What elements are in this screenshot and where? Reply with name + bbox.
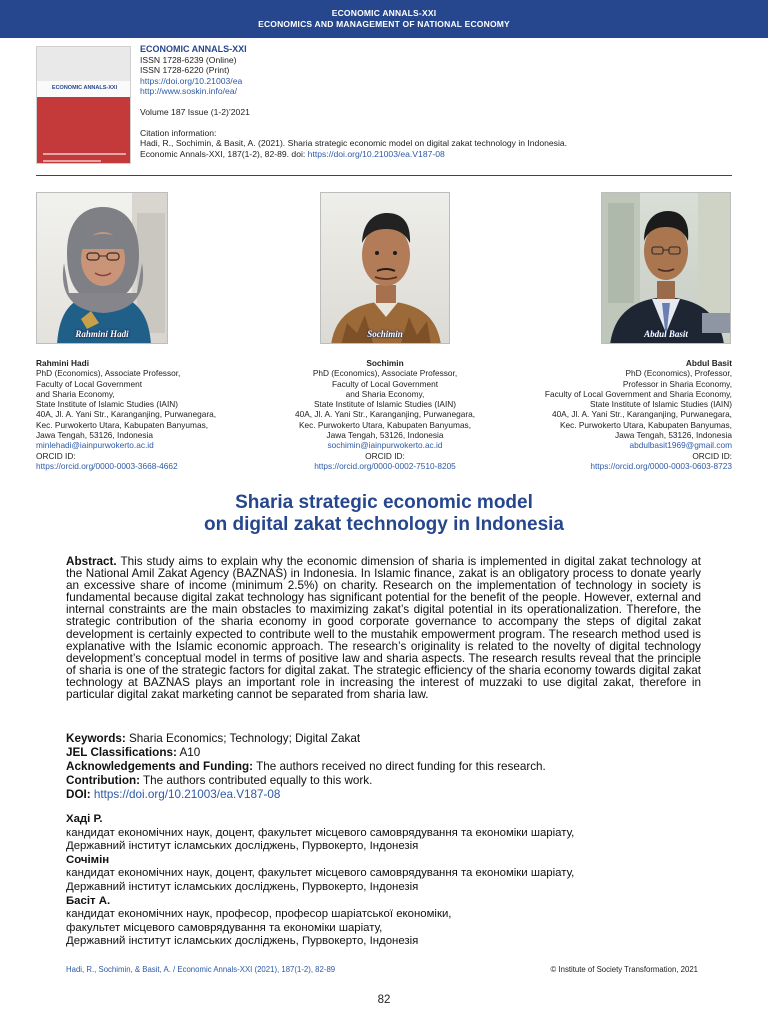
- citation-label: Citation information:: [140, 127, 217, 138]
- journal-cover-image: [36, 46, 131, 164]
- author-degree: PhD (Economics), Associate Professor,: [36, 368, 181, 379]
- author-orcid-link[interactable]: https://orcid.org/0000-0002-7510-8205: [314, 460, 456, 471]
- funding-row: Acknowledgements and Funding: The authors received no direct funding for this research.: [66, 760, 546, 774]
- author-address: 40A, Jl. A. Yani Str., Karanganjing, Purwanegara,: [36, 409, 217, 420]
- author-affiliation: State Institute of Islamic Studies (IAIN): [36, 399, 179, 410]
- journal-metadata: [140, 44, 730, 159]
- author-photo-sochimin: [320, 192, 450, 344]
- abstract: [66, 556, 701, 701]
- author-address: 40A, Jl. A. Yani Str., Karanganjing, Purwanegara,: [294, 409, 476, 420]
- ukr-author-line: Державний інститут ісламських досліджень, Пурвокерто, Індонезія: [66, 880, 419, 893]
- author-affiliation: Professor in Sharia Economy,: [622, 378, 732, 389]
- article-title: [36, 492, 732, 536]
- article-header: [36, 44, 732, 176]
- author-affiliation: and Sharia Economy,: [36, 388, 115, 399]
- ukr-author-line: кандидат економічних наук, доцент, факультет місцевого самоврядування та економіки шаріату,: [66, 867, 575, 880]
- ukr-author-line: факультет місцевого самоврядування та економіки шаріату,: [66, 921, 383, 934]
- author-affiliation: State Institute of Islamic Studies (IAIN): [589, 399, 732, 410]
- author-name: Sochimin: [366, 358, 404, 368]
- author-info-abdul-basit: [482, 358, 732, 471]
- title-line-2: on digital zakat technology in Indonesia: [204, 514, 564, 535]
- citation-doi-link[interactable]: https://doi.org/10.21003/ea.V187-08: [307, 148, 445, 159]
- doi-row: DOI: https://doi.org/10.21003/ea.V187-08: [66, 788, 281, 802]
- photo-caption-rahmini-hadi: Rahmini Hadi: [75, 329, 129, 339]
- journal-banner: [0, 0, 768, 38]
- article-keywords-block: [66, 732, 701, 802]
- contribution-row: Contribution: The authors contributed equally to this work.: [66, 774, 373, 788]
- author-address: Kec. Purwokerto Utara, Kabupaten Banyumas,: [559, 419, 732, 430]
- journal-site-link[interactable]: http://www.soskin.info/ea/: [140, 86, 237, 97]
- article-doi-link[interactable]: https://doi.org/10.21003/ea.V187-08: [93, 788, 281, 802]
- ukr-author-line: кандидат економічних наук, професор, професор шаріатської економіки,: [66, 908, 452, 921]
- orcid-label: ORCID ID:: [692, 450, 732, 461]
- citation-line-1: Hadi, R., Sochimin, & Basit, A. (2021). Sharia strategic economic model on digital zakat technology in Indonesia.: [140, 138, 568, 149]
- photo-caption-sochimin: Sochimin: [367, 329, 403, 339]
- page-number: 82: [377, 994, 391, 1006]
- author-address: Kec. Purwokerto Utara, Kabupaten Banyumas,: [298, 419, 472, 430]
- ukr-author-line: кандидат економічних наук, доцент, факультет місцевого самоврядування та економіки шаріату,: [66, 826, 575, 839]
- author-name: Abdul Basit: [685, 358, 732, 368]
- author-address: Jawa Tengah, 53126, Indonesia: [36, 430, 154, 441]
- photo-caption-abdul-basit: Abdul Basit: [644, 329, 688, 339]
- author-affiliation: State Institute of Islamic Studies (IAIN): [313, 399, 457, 410]
- author-degree: PhD (Economics), Professor,: [625, 368, 732, 379]
- author-address: Jawa Tengah, 53126, Indonesia: [326, 430, 444, 441]
- title-line-1: Sharia strategic economic model: [235, 492, 533, 513]
- ukr-author-name: Басіт А.: [66, 894, 111, 907]
- page-footer: [66, 965, 698, 974]
- author-name: Rahmini Hadi: [36, 358, 90, 368]
- ukr-author-line: Державний інститут ісламських досліджень, Пурвокерто, Індонезія: [66, 935, 419, 948]
- author-email-link[interactable]: sochimin@iainpurwokerto.ac.id: [327, 440, 443, 451]
- issn-print: ISSN 1728-6220 (Print): [140, 65, 230, 76]
- author-degree: PhD (Economics), Associate Professor,: [312, 368, 458, 379]
- ukr-author-line: Державний інститут ісламських досліджень, Пурвокерто, Індонезія: [66, 840, 419, 853]
- author-orcid-link[interactable]: https://orcid.org/0000-0003-0603-8723: [590, 460, 732, 471]
- author-info-rahmini-hadi: [36, 358, 286, 471]
- author-affiliation: and Sharia Economy,: [345, 388, 425, 399]
- footer-copyright: © Institute of Society Transformation, 2021: [550, 965, 698, 974]
- keywords-value: Sharia Economics; Technology; Digital Zakat: [129, 732, 361, 745]
- author-address: Kec. Purwokerto Utara, Kabupaten Banyumas,: [36, 419, 209, 430]
- orcid-label: ORCID ID:: [365, 450, 405, 461]
- contribution-value: The authors contributed equally to this work.: [143, 774, 373, 788]
- keywords-row: Keywords: Sharia Economics; Technology; Digital Zakat: [66, 732, 361, 745]
- author-photo-abdul-basit: [601, 192, 731, 344]
- orcid-label: ORCID ID:: [36, 450, 76, 461]
- cover-title: ECONOMIC ANNALS-XXI: [51, 85, 118, 91]
- banner-section-name: ECONOMICS AND MANAGEMENT OF NATIONAL ECONOMY: [258, 19, 510, 29]
- ukr-author-name: Хаді Р.: [66, 813, 103, 825]
- journal-doi-link[interactable]: https://doi.org/10.21003/ea: [140, 75, 243, 86]
- author-photo-rahmini-hadi: [36, 192, 168, 344]
- author-address: 40A, Jl. A. Yani Str., Karanganjing, Purwanegara,: [551, 409, 732, 420]
- authors-section: [36, 190, 732, 475]
- banner-journal-name: ECONOMIC ANNALS-XXI: [331, 8, 437, 18]
- jel-row: JEL Classifications: A10: [66, 746, 201, 760]
- journal-name: ECONOMIC ANNALS-XXI: [140, 44, 247, 54]
- author-affiliation: Faculty of Local Government: [36, 378, 143, 389]
- author-affiliation: Faculty of Local Government: [331, 378, 439, 389]
- abstract-text: This study aims to explain why the economic dimension of sharia is implemented in digital zakat technology at the National Amil Zakat Agency (BAZNAS) in Indonesia. In Islamic finance, zakat is an obligatory process to donate yearly an excessive share of income (minimum 2.5%) on charity. Research on the implementation of technology in society is fundamental because digital zakat technology has significant potential for the benefit of the people. However, external and internal constraints are the main obstacles to maximizing zakat’s digital potential in its operationalization. Therefore, the strategic contribution of the sharia economy in good corporate governance to accompany the steps of digital zakat development is certainly expected to contribute well to the mustahik empowerment program. The research method used is explanative with the Islamic economic approach. The research’s originality is related to the novelty of digital technology development’s conceptual model in terms of positive law and sharia aspects. The research results reveal that the principle of sharia is one of the strategic factors for digital zakat. The strategic efficiency of the sharia economy towards digital zakat technology at BAZNAS plays an important role in increasing the interest of muzzaki to use digital zakat, therefore in particular digital zakat marketing cannot be separated from sharia law.: [66, 555, 701, 702]
- author-email-link[interactable]: minlehadi@iainpurwokerto.ac.id: [36, 440, 154, 451]
- author-orcid-link[interactable]: https://orcid.org/0000-0003-3668-4662: [36, 460, 178, 471]
- citation-line-2: Economic Annals-XXI, 187(1-2), 82-89. doi: https://doi.org/10.21003/ea.V187-08: [140, 148, 445, 159]
- author-email-link[interactable]: abdulbasit1969@gmail.com: [629, 440, 732, 451]
- funding-value: The authors received no direct funding for this research.: [256, 760, 546, 774]
- author-info-sochimin: [260, 358, 510, 471]
- author-address: Jawa Tengah, 53126, Indonesia: [614, 430, 732, 441]
- author-affiliation: Faculty of Local Government and Sharia Economy,: [544, 388, 732, 399]
- volume-info: Volume 187 Issue (1-2)’2021: [140, 106, 250, 117]
- abstract-label: Abstract.: [66, 555, 117, 568]
- jel-value: A10: [179, 746, 201, 760]
- footer-citation: Hadi, R., Sochimin, & Basit, A. / Economic Annals-XXI (2021), 187(1-2), 82-89: [66, 965, 336, 974]
- ukrainian-author-info: [66, 813, 701, 949]
- issn-online: ISSN 1728-6239 (Online): [140, 54, 237, 65]
- ukr-author-name: Сочімін: [66, 853, 110, 866]
